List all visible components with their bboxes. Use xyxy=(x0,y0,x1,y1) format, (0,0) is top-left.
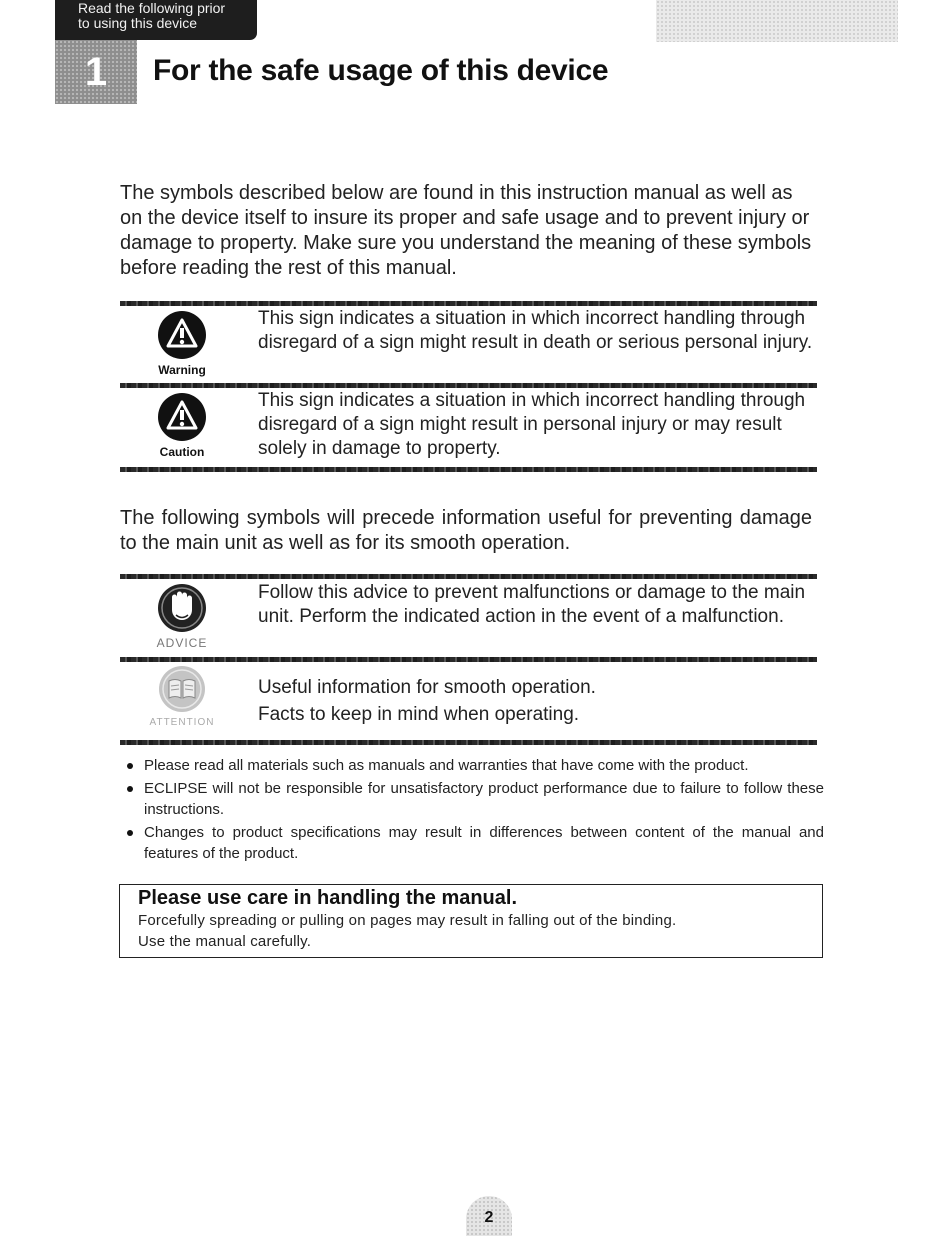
list-item: ECLIPSE will not be responsible for unsatisfactory product performance due to failure to follow these instructions. xyxy=(124,778,824,820)
table-rule xyxy=(120,467,817,472)
symbol-icon-cell xyxy=(120,664,244,728)
attention-description xyxy=(258,674,814,728)
attention-line-1: Useful information for smooth operation. xyxy=(258,677,596,698)
attention-label: ATTENTION xyxy=(149,717,215,728)
caution-label: Caution xyxy=(159,445,205,459)
list-item: Changes to product specifications may result in differences between content of the manual and features of the product. xyxy=(124,822,824,864)
caution-icon xyxy=(157,392,207,442)
caution-description: This sign indicates a situation in which incorrect handling through disregard of a sign might result in personal injury or may result solely in damage to property. xyxy=(258,390,806,459)
attention-line-2: Facts to keep in mind when operating. xyxy=(258,704,580,725)
section-tab xyxy=(55,0,257,40)
table-rule xyxy=(120,740,817,745)
warning-label: Warning xyxy=(158,363,206,377)
section-tab-line-2: to using this device xyxy=(78,15,198,31)
warning-icon xyxy=(157,310,207,360)
symbol-icon-cell xyxy=(120,389,244,459)
symbol-row-warning xyxy=(120,307,817,383)
page-title: For the safe usage of this device xyxy=(153,54,609,87)
care-notice-line-1: Forcefully spreading or pulling on pages may result in falling out of the binding. xyxy=(138,912,677,929)
advice-label: ADVICE xyxy=(156,636,208,650)
symbol-icon-cell xyxy=(120,307,244,377)
corner-texture xyxy=(656,0,898,42)
care-notice-line-2: Use the manual carefully. xyxy=(138,933,312,950)
symbol-icon-cell xyxy=(120,581,244,650)
chapter-number: 1 xyxy=(84,49,108,94)
symbol-row-attention xyxy=(120,664,817,740)
table-rule xyxy=(120,574,817,579)
following-symbols-paragraph: The following symbols will precede information useful for preventing damage to the main unit as well as for its smooth operation. xyxy=(120,507,812,554)
section-tab-line-1: Read the following prior xyxy=(78,0,226,16)
page-number: 2 xyxy=(484,1209,494,1226)
advice-description: Follow this advice to prevent malfunctions or damage to the main unit. Perform the indicated action in the event of a malfunction. xyxy=(258,582,806,627)
care-notice-box xyxy=(119,884,823,958)
chapter-number-badge xyxy=(55,40,137,104)
table-rule xyxy=(120,301,817,306)
intro-paragraph: The symbols described below are found in this instruction manual as well as on the device itself to insure its proper and safe usage and to prevent injury or damage to property. Make sure you understand the meaning of these symbols before reading the rest of this manual. xyxy=(120,182,812,279)
symbol-row-caution xyxy=(120,389,817,465)
symbol-row-advice xyxy=(120,581,817,656)
page-number-tab xyxy=(466,1196,512,1236)
list-item: Please read all materials such as manuals and warranties that have come with the product. xyxy=(124,755,824,776)
table-rule xyxy=(120,657,817,662)
warning-description: This sign indicates a situation in which incorrect handling through disregard of a sign might result in death or serious personal injury. xyxy=(258,308,813,353)
notes-list xyxy=(124,755,824,866)
advice-hand-icon xyxy=(157,583,207,633)
care-notice-title: Please use care in handling the manual. xyxy=(138,887,518,909)
table-rule xyxy=(120,383,817,388)
attention-book-icon xyxy=(157,664,207,714)
